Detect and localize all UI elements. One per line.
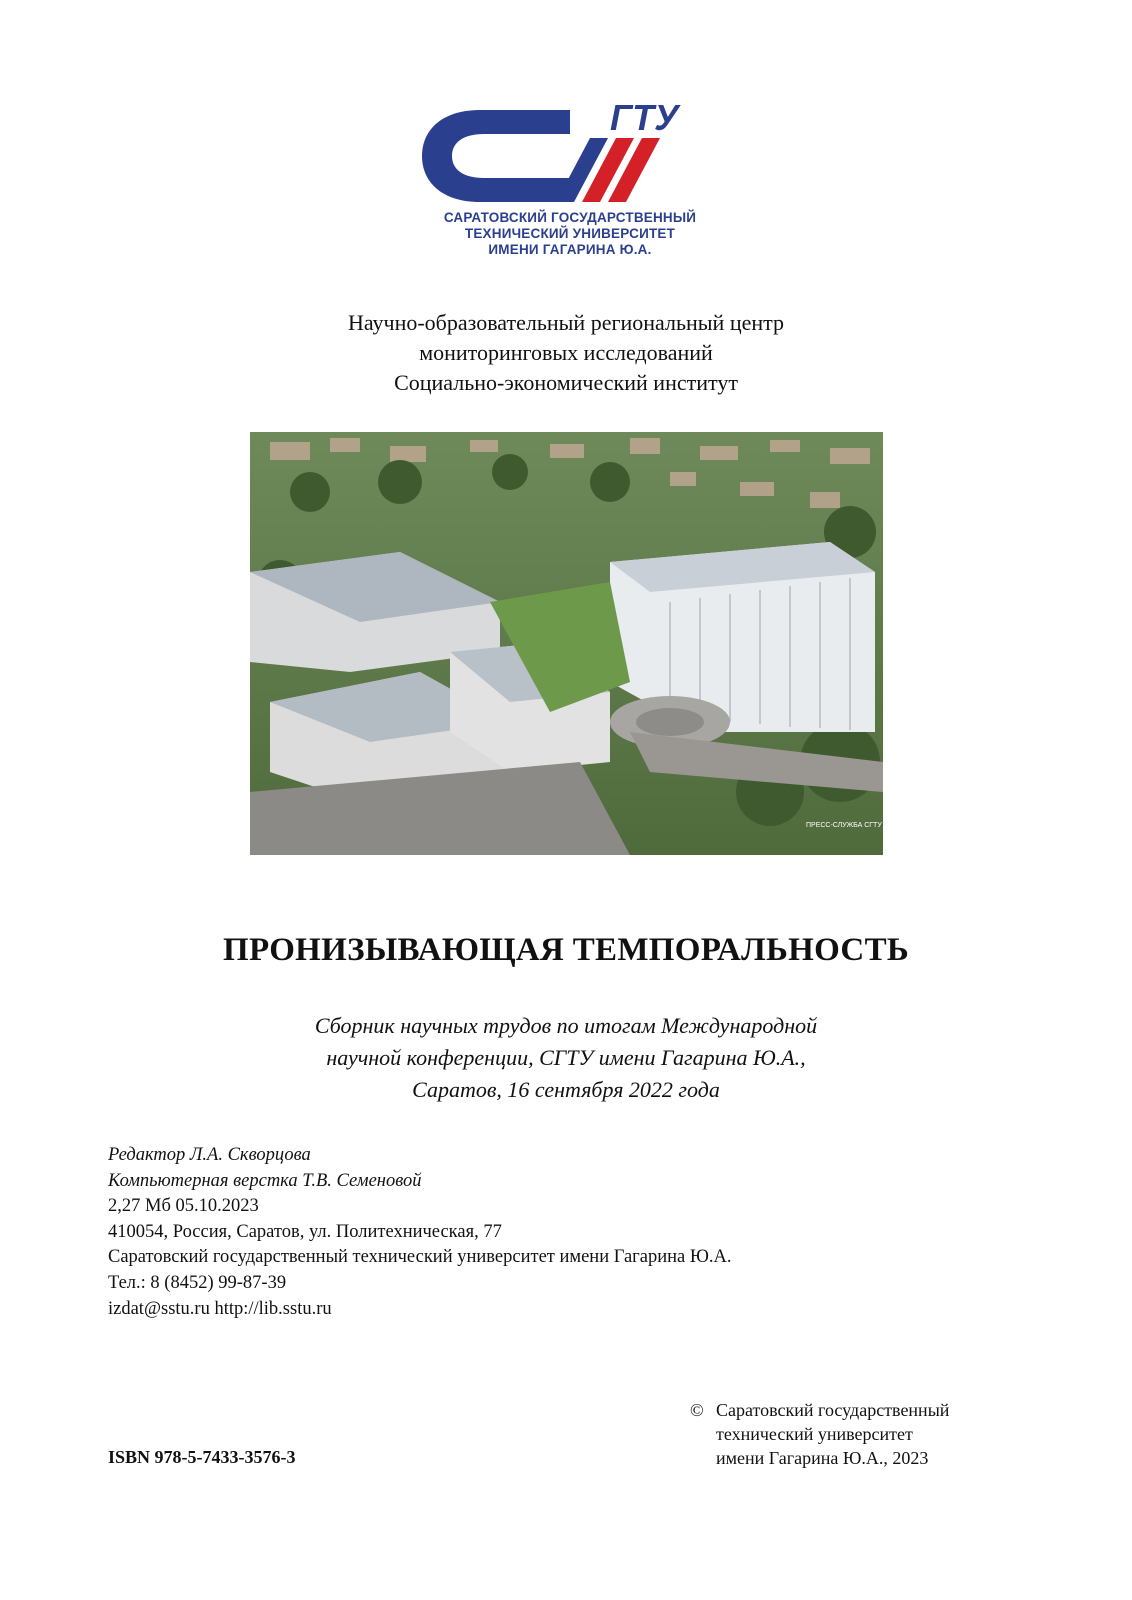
- copyright-line: Саратовский государственный: [716, 1400, 950, 1420]
- copyright-block: [690, 1398, 1110, 1470]
- subtitle-line: Саратов, 16 сентября 2022 года: [412, 1077, 720, 1102]
- copyright-icon: ©: [690, 1400, 704, 1420]
- logo-caption: САРАТОВСКИЙ ГОСУДАРСТВЕННЫЙ ТЕХНИЧЕСКИЙ УНИВЕРСИТЕТ ИМЕНИ ГАГАРИНА Ю.А.: [443, 210, 697, 257]
- subtitle-line: Сборник научных трудов по итогам Международной: [314, 1013, 818, 1038]
- isbn: ISBN 978-5-7433-3576-3: [108, 1447, 296, 1467]
- size-date-line: 2,27 Мб 05.10.2023: [108, 1196, 259, 1217]
- university-line: Саратовский государственный технический университет имени Гагарина Ю.А.: [108, 1247, 732, 1268]
- address-line: 410054, Россия, Саратов, ул. Политехническая, 77: [108, 1221, 502, 1242]
- organization-block: [0, 308, 1132, 398]
- logo-letters: ГТУ: [610, 98, 679, 138]
- org-line: Социально-экономический институт: [394, 370, 738, 395]
- layout-line: Компьютерная верстка Т.В. Семеновой: [108, 1170, 422, 1191]
- campus-aerial-photo: [250, 432, 883, 855]
- copyright-line: имени Гагарина Ю.А., 2023: [716, 1448, 929, 1468]
- sstu-emblem-icon: [420, 98, 720, 203]
- copyright-line: технический университет: [716, 1424, 913, 1444]
- book-subtitle: [0, 1010, 1132, 1106]
- org-line: мониторинговых исследований: [419, 340, 713, 365]
- book-title: ПРОНИЗЫВАЮЩАЯ ТЕМПОРАЛЬНОСТЬ: [222, 932, 909, 968]
- photo-watermark: ПРЕСС-СЛУЖБА СГТУ: [806, 822, 882, 829]
- phone-line: Тел.: 8 (8452) 99-87-39: [108, 1272, 287, 1293]
- web-line: izdat@sstu.ru http://lib.sstu.ru: [108, 1298, 332, 1319]
- editor-line: Редактор Л.А. Скворцова: [108, 1145, 311, 1165]
- university-logo: [420, 98, 720, 268]
- imprint-block: [108, 1143, 1008, 1322]
- org-line: Научно-образовательный региональный центр: [347, 310, 785, 335]
- subtitle-line: научной конференции, СГТУ имени Гагарина Ю.А.,: [326, 1045, 806, 1070]
